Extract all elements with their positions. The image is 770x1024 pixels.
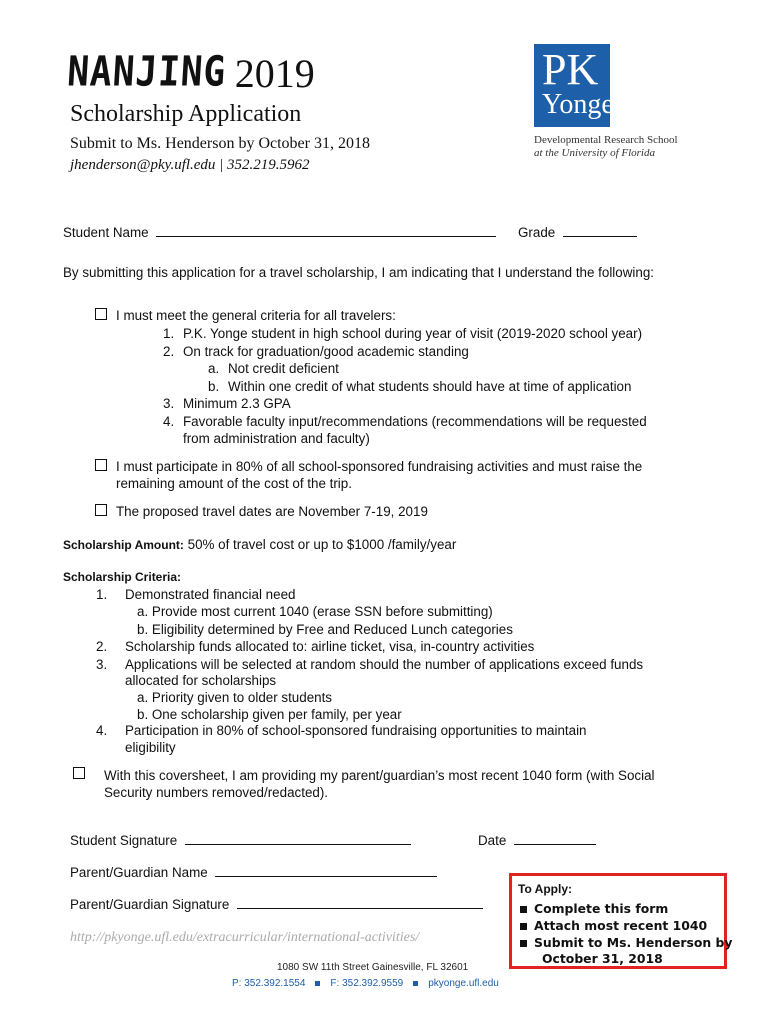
sc-item-1: Demonstrated financial need (125, 587, 296, 602)
criteria-sub-b-marker: b. (208, 379, 220, 394)
apply-item-3 (520, 935, 732, 950)
student-name-field[interactable] (156, 224, 496, 237)
student-signature-label: Student Signature (70, 833, 178, 848)
sc-num-3: 3. (96, 657, 108, 672)
criteria-item-3: Minimum 2.3 GPA (183, 396, 291, 411)
grade-row (518, 224, 637, 241)
coversheet-text: With this coversheet, I am providing my parent/guardian’s most recent 1040 form (with Social (104, 768, 655, 783)
logo-university: at the University of Florida (534, 147, 655, 159)
sc-item-1b: b. Eligibility determined by Free and Reduced Lunch categories (137, 622, 513, 637)
date-field[interactable] (514, 832, 596, 845)
criteria-checkbox[interactable] (95, 308, 107, 320)
logo-school-name: Developmental Research School (534, 134, 678, 146)
to-apply-title: To Apply: (518, 882, 572, 896)
criteria-sub-a-marker: a. (208, 361, 220, 376)
criteria-num-3: 3. (163, 396, 175, 411)
criteria-item-2: On track for graduation/good academic standing (183, 344, 469, 359)
parent-name-label: Parent/Guardian Name (70, 865, 208, 880)
footer-fax: F: 352.392.9559 (330, 978, 404, 989)
apply-item-3-text: Submit to Ms. Henderson by (534, 935, 733, 950)
sc-num-4: 4. (96, 723, 108, 738)
agreement-fundraising-cont: remaining amount of the cost of the trip. (116, 476, 352, 491)
logo-yonge: Yonge (542, 89, 614, 120)
criteria-num-4: 4. (163, 414, 175, 429)
to-apply-box (509, 873, 733, 969)
travel-dates-checkbox[interactable] (95, 504, 107, 516)
student-name-label: Student Name (63, 225, 149, 240)
apply-item-1-text: Complete this form (534, 901, 669, 916)
square-bullet-icon (520, 906, 527, 913)
footer-address: 1080 SW 11th Street Gainesville, FL 32601 (277, 962, 469, 973)
subtitle: Scholarship Application (70, 101, 302, 127)
square-bullet-icon (520, 923, 527, 930)
coversheet-checkbox[interactable] (73, 767, 85, 779)
coversheet-text-cont: Security numbers removed/redacted). (104, 785, 329, 800)
activities-url[interactable]: http://pkyonge.ufl.edu/extracurricular/international-activities/ (70, 930, 420, 945)
footer-website[interactable]: pkyonge.ufl.edu (428, 978, 499, 989)
sc-item-4-cont: eligibility (125, 740, 176, 755)
apply-item-2-text: Attach most recent 1040 (534, 918, 708, 933)
agreement-fundraising: I must participate in 80% of all school-sponsored fundraising activities and must raise the (116, 459, 643, 474)
parent-name-row (70, 864, 437, 881)
sc-item-4: Participation in 80% of school-sponsored fundraising opportunities to maintain (125, 723, 587, 738)
date-label: Date (478, 833, 507, 848)
sc-item-2: Scholarship funds allocated to: airline ticket, visa, in-country activities (125, 639, 535, 654)
parent-name-field[interactable] (215, 864, 437, 877)
grade-label: Grade (518, 225, 556, 240)
title-main: NANJING (66, 48, 228, 96)
submit-line: Submit to Ms. Henderson by October 31, 2018 (70, 135, 370, 152)
pk-yonge-logo (534, 44, 614, 127)
parent-signature-row (70, 896, 483, 913)
footer-phone: P: 352.392.1554 (232, 978, 306, 989)
grade-field[interactable] (563, 224, 637, 237)
square-bullet-icon (413, 981, 418, 986)
fundraising-checkbox[interactable] (95, 459, 107, 471)
criteria-item-1: P.K. Yonge student in high school during year of visit (2019-2020 school year) (183, 326, 643, 341)
student-signature-row (70, 832, 411, 849)
amount-label: Scholarship Amount: (63, 538, 184, 552)
sc-item-3: Applications will be selected at random should the number of applications exceed funds (125, 657, 644, 672)
apply-item-3-cont: October 31, 2018 (542, 951, 663, 966)
apply-item-2 (520, 918, 707, 933)
sc-num-1: 1. (96, 587, 108, 602)
square-bullet-icon (315, 981, 320, 986)
student-signature-field[interactable] (185, 832, 411, 845)
parent-signature-label: Parent/Guardian Signature (70, 897, 230, 912)
square-bullet-icon (520, 940, 527, 947)
criteria-heading: Scholarship Criteria: (63, 570, 182, 584)
sc-item-1a: a. Provide most current 1040 (erase SSN before submitting) (137, 604, 493, 619)
criteria-item-4: Favorable faculty input/recommendations (recommendations will be requested (183, 414, 647, 429)
criteria-sub-a: Not credit deficient (228, 361, 339, 376)
criteria-num-2: 2. (163, 344, 175, 359)
criteria-sub-b: Within one credit of what students should have at time of application (228, 379, 632, 394)
footer-contacts (232, 978, 499, 989)
intro-text: By submitting this application for a travel scholarship, I am indicating that I understand the following: (63, 265, 654, 280)
sc-item-3b: b. One scholarship given per family, per year (137, 707, 402, 722)
amount-value: 50% of travel cost or up to $1000 /family/year (187, 537, 457, 552)
sc-item-3a: a. Priority given to older students (137, 690, 333, 705)
sc-item-3-cont: allocated for scholarships (125, 673, 277, 688)
criteria-num-1: 1. (163, 326, 175, 341)
title-year: 2019 (234, 51, 315, 96)
agreement-criteria: I must meet the general criteria for all travelers: (116, 308, 396, 323)
student-name-row (63, 224, 496, 241)
sc-num-2: 2. (96, 639, 108, 654)
parent-signature-field[interactable] (237, 896, 483, 909)
scholarship-amount (63, 536, 456, 554)
apply-item-1 (520, 901, 668, 916)
criteria-item-4-cont: from administration and faculty) (183, 431, 370, 446)
contact-line: jhenderson@pky.ufl.edu | 352.219.5962 (70, 157, 310, 173)
agreement-travel-dates: The proposed travel dates are November 7-19, 2019 (116, 504, 428, 519)
logo-pk: PK (542, 45, 599, 94)
page-title (66, 50, 315, 97)
date-row (478, 832, 596, 849)
